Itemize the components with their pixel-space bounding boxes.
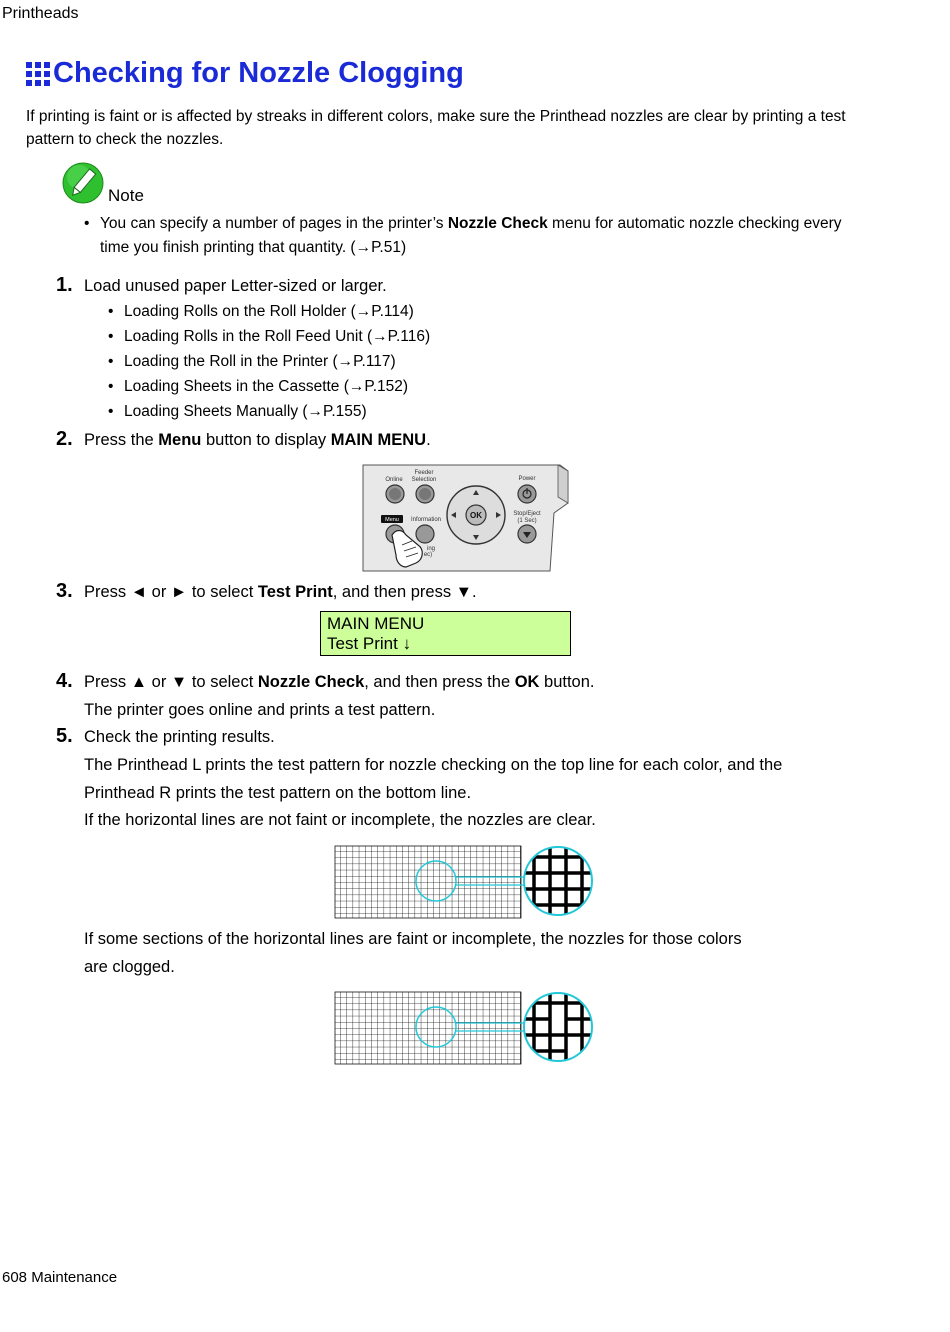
- online-label: Online: [385, 477, 403, 483]
- step-number: 5.: [56, 725, 73, 747]
- step-2: [56, 428, 73, 451]
- nozzle-pattern-clear: [334, 845, 596, 919]
- step-number: 1.: [56, 274, 73, 296]
- step-1: [56, 274, 73, 297]
- step-4-text: Press ▲ or ▼ to select Nozzle Check, and then press the OK button.: [84, 673, 595, 691]
- page-footer: 608 Maintenance: [2, 1269, 118, 1286]
- note-text: You can specify a number of pages in the printer’s: [100, 215, 448, 232]
- step-4-detail: The printer goes online and prints a test pattern.: [84, 701, 436, 719]
- grid-bullet-icon: [26, 62, 50, 86]
- stop-eject-sec-label: (1 Sec): [517, 518, 537, 524]
- step-number: 4.: [56, 670, 73, 692]
- list-item[interactable]: • Loading the Roll in the Printer (→P.117): [108, 353, 396, 370]
- cleaning-sec-partial: ec): [423, 552, 433, 558]
- step-4: [56, 670, 73, 693]
- information-button[interactable]: [416, 525, 434, 543]
- nozzle-pattern-clogged: [334, 991, 596, 1065]
- link-text[interactable]: Loading Sheets Manually (→P.155): [124, 403, 367, 420]
- link-text[interactable]: Loading Rolls on the Roll Holder (→P.114): [124, 303, 414, 320]
- step-5-detail-line: If the horizontal lines are not faint or incomplete, the nozzles are clear.: [84, 811, 596, 829]
- stop-eject-label: Stop/Eject: [513, 511, 541, 517]
- link-text[interactable]: Loading Rolls in the Roll Feed Unit (→P.116): [124, 328, 431, 345]
- intro-paragraph: If printing is faint or is affected by streaks in different colors, make sure the Printhead nozzles are clear by printing a test pattern to check the nozzles.: [26, 108, 846, 148]
- step-2-text: Press the Menu button to display MAIN MENU.: [84, 431, 431, 449]
- control-panel-illustration: [362, 463, 572, 573]
- bullet-dot: •: [84, 215, 90, 232]
- clogged-text-line: are clogged.: [84, 958, 175, 976]
- note-pencil-icon: [62, 162, 104, 204]
- ok-label: OK: [470, 511, 482, 520]
- list-item[interactable]: • Loading Sheets in the Cassette (→P.152): [108, 378, 409, 395]
- clogged-text-line: If some sections of the horizontal lines are faint or incomplete, the nozzles for those colors: [84, 930, 742, 948]
- link-text[interactable]: Loading the Roll in the Printer (→P.117): [124, 353, 396, 370]
- step-5-detail-line: Printhead R prints the test pattern on the bottom line.: [84, 784, 472, 802]
- page-title: Checking for Nozzle Clogging: [53, 57, 464, 89]
- list-item[interactable]: • Loading Rolls on the Roll Holder (→P.114): [108, 303, 414, 320]
- step-number: 2.: [56, 428, 73, 450]
- feeder-label: Feeder: [414, 470, 434, 476]
- menu-label: Menu: [385, 517, 399, 523]
- note-text-link: menu for automatic nozzle checking every time you finish printing that quantity. (→P.51): [100, 215, 842, 256]
- page-header: Printheads: [2, 5, 79, 22]
- lcd-line-1: MAIN MENU: [327, 614, 425, 633]
- list-item[interactable]: • Loading Rolls in the Roll Feed Unit (→P.116): [108, 328, 431, 345]
- step-1-text: Load unused paper Letter-sized or larger.: [84, 277, 387, 295]
- note-bullet: [84, 212, 870, 260]
- power-label: Power: [518, 476, 536, 482]
- step-5: [56, 725, 73, 748]
- list-item[interactable]: • Loading Sheets Manually (→P.155): [108, 403, 367, 420]
- link-text[interactable]: Loading Sheets in the Cassette (→P.152): [124, 378, 409, 395]
- note-label: Note: [108, 186, 144, 205]
- lcd-display: [320, 611, 571, 656]
- step-number: 3.: [56, 580, 73, 602]
- step-3: [56, 580, 73, 603]
- lcd-line-2: Test Print ↓: [327, 634, 412, 653]
- step-5-detail-line: The Printhead L prints the test pattern for nozzle checking on the top line for each color, and the: [84, 756, 783, 774]
- step-5-text: Check the printing results.: [84, 728, 275, 746]
- note-bold-term: Nozzle Check: [447, 215, 548, 232]
- cleaning-label-partial: ing: [426, 546, 436, 552]
- information-label: Information: [410, 517, 442, 523]
- section-title: [26, 57, 464, 90]
- selection-label: Selection: [411, 477, 437, 483]
- step-3-text: Press ◄ or ► to select Test Print, and then press ▼.: [84, 583, 477, 601]
